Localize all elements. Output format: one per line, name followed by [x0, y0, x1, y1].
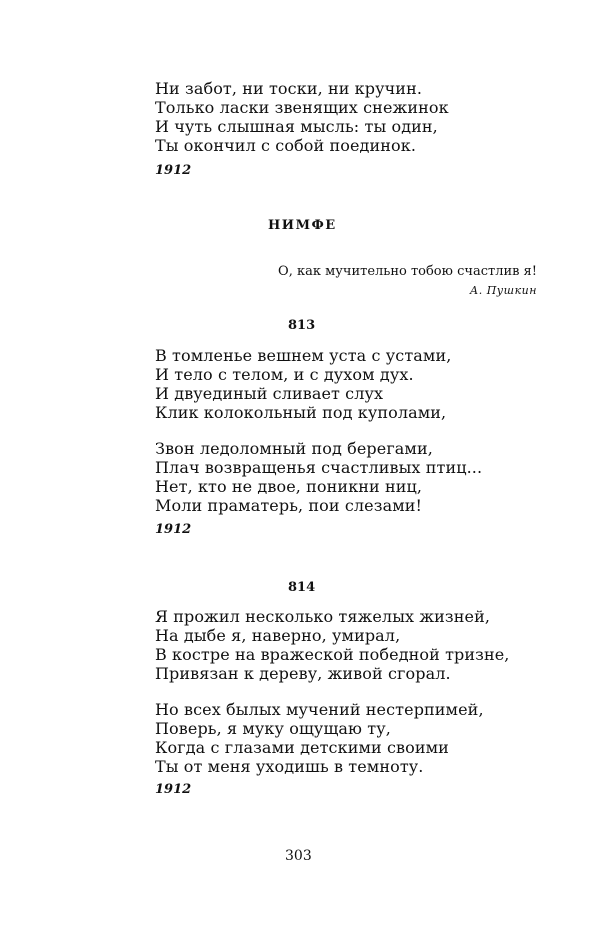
poem-number: 813 [288, 318, 316, 333]
epigraph-text: О, как мучительно тобою счастлив я! [278, 264, 537, 279]
poem-814-stanza-2 [155, 700, 575, 776]
poem-line: Ты от меня уходишь в темноту. [155, 757, 424, 776]
poem-line: На дыбе я, наверно, умирал, [155, 626, 401, 645]
poem-line: И чуть слышная мысль: ты один, [155, 117, 438, 136]
poem-line: Ты окончил с собой поединок. [155, 136, 417, 155]
poem-line: Моли праматерь, пои слезами! [155, 496, 423, 515]
poem-year: 1912 [155, 522, 192, 537]
page-number: 303 [285, 848, 312, 864]
poem-line: Но всех былых мучений нестерпимей, [155, 700, 484, 719]
poem-813-stanza-2 [155, 439, 575, 515]
poem-line: И двуединый сливает слух [155, 384, 384, 403]
poem-line: Когда с глазами детскими своими [155, 738, 449, 757]
prev-poem-stanza [155, 79, 575, 155]
poem-line: Я прожил несколько тяжелых жизней, [155, 607, 491, 626]
poem-year: 1912 [155, 782, 192, 797]
poem-line: Привязан к дереву, живой сгорал. [155, 664, 451, 683]
poem-line: И тело с телом, и с духом дух. [155, 365, 414, 384]
poem-813-stanza-1 [155, 346, 575, 422]
poem-line: Ни забот, ни тоски, ни кручин. [155, 79, 423, 98]
poem-line: Нет, кто не двое, поникни ниц, [155, 477, 423, 496]
poem-line: Только ласки звенящих снежинок [155, 98, 449, 117]
section-title: НИМФЕ [268, 218, 337, 233]
poem-year: 1912 [155, 163, 192, 178]
poem-line: Звон ледоломный под берегами, [155, 439, 433, 458]
poem-number: 814 [288, 580, 316, 595]
epigraph-author: А. Пушкин [469, 284, 537, 297]
poem-line: В томленье вешнем уста с устами, [155, 346, 452, 365]
poem-line: Поверь, я муку ощущаю ту, [155, 719, 391, 738]
poem-line: Клик колокольный под куполами, [155, 403, 447, 422]
epigraph [278, 263, 537, 299]
poem-line: В костре на вражеской победной тризне, [155, 645, 510, 664]
poem-814-stanza-1 [155, 607, 575, 683]
poem-line: Плач возвращенья счастливых птиц... [155, 458, 483, 477]
